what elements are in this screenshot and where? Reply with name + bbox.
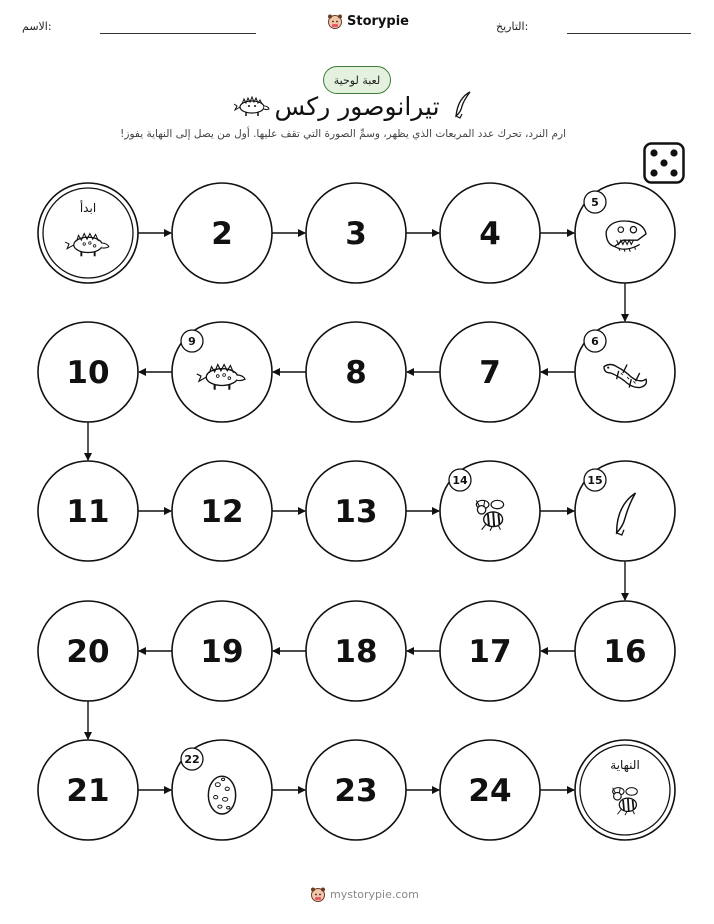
board-cell-19 xyxy=(172,601,272,701)
board-cell-9 xyxy=(172,322,272,422)
board-cell-3 xyxy=(306,183,406,283)
cell-number: 2 xyxy=(211,216,233,252)
cell-number: 10 xyxy=(66,355,110,391)
footer-site: mystorypie.com xyxy=(330,887,419,901)
page-title: تيرانوصور ركس xyxy=(274,92,440,121)
end-label: النهاية xyxy=(610,758,640,772)
board-cell-7 xyxy=(440,322,540,422)
game-type-badge: لعبة لوحية xyxy=(323,66,391,94)
cell-number: 16 xyxy=(603,634,647,670)
board-cell-14 xyxy=(440,461,540,561)
cell-circle xyxy=(38,183,138,283)
cell-number: 23 xyxy=(334,773,378,809)
cell-number: 11 xyxy=(66,494,110,530)
cell-number: 20 xyxy=(66,634,110,670)
cell-number: 21 xyxy=(66,773,110,809)
brand-name: Storypie xyxy=(347,13,409,29)
board-cell-10 xyxy=(38,322,138,422)
board-cell-22 xyxy=(172,740,272,840)
cell-number: 24 xyxy=(468,773,512,809)
cell-number: 8 xyxy=(345,355,367,391)
cell-badge-number: 9 xyxy=(188,335,196,348)
cell-badge-number: 6 xyxy=(591,335,599,348)
board-cell-13 xyxy=(306,461,406,561)
cell-number: 3 xyxy=(345,216,367,252)
board-cell-15 xyxy=(575,461,675,561)
board-cell-12 xyxy=(172,461,272,561)
board-cell-1 xyxy=(38,183,138,283)
board-cell-11 xyxy=(38,461,138,561)
footer xyxy=(310,886,419,902)
board-cell-18 xyxy=(306,601,406,701)
board-cell-25 xyxy=(575,740,675,840)
cell-badge-number: 15 xyxy=(587,474,603,487)
board-cell-23 xyxy=(306,740,406,840)
cell-badge-number: 14 xyxy=(452,474,468,487)
instructions: ارم النرد، تحرك عدد المربعات الذي يظهر، وسمِّ الصورة التي تقف عليها. أول من يصل إلى النهاية يفوز! xyxy=(120,128,566,140)
start-label: ابدأ xyxy=(79,201,97,215)
board-cell-2 xyxy=(172,183,272,283)
board-cell-24 xyxy=(440,740,540,840)
board-cell-4 xyxy=(440,183,540,283)
board-cell-16 xyxy=(575,601,675,701)
name-label: الاسم: xyxy=(22,20,52,33)
board-cell-6 xyxy=(575,322,675,422)
cell-number: 7 xyxy=(479,355,501,391)
storypie-mascot-icon xyxy=(310,886,326,902)
cell-badge-number: 5 xyxy=(591,196,599,209)
board-cells xyxy=(38,183,675,840)
board-cell-8 xyxy=(306,322,406,422)
cell-number: 12 xyxy=(200,494,244,530)
date-label: التاريخ: xyxy=(496,20,529,33)
board-cell-21 xyxy=(38,740,138,840)
cell-number: 18 xyxy=(334,634,378,670)
board-cell-20 xyxy=(38,601,138,701)
board-cell-5 xyxy=(575,183,675,283)
cell-number: 19 xyxy=(200,634,244,670)
cell-number: 13 xyxy=(334,494,378,530)
cell-badge-number: 22 xyxy=(184,753,200,766)
egg-icon xyxy=(208,776,235,814)
cell-number: 4 xyxy=(479,216,501,252)
cell-circle xyxy=(575,740,675,840)
board-cell-17 xyxy=(440,601,540,701)
cell-number: 17 xyxy=(468,634,512,670)
